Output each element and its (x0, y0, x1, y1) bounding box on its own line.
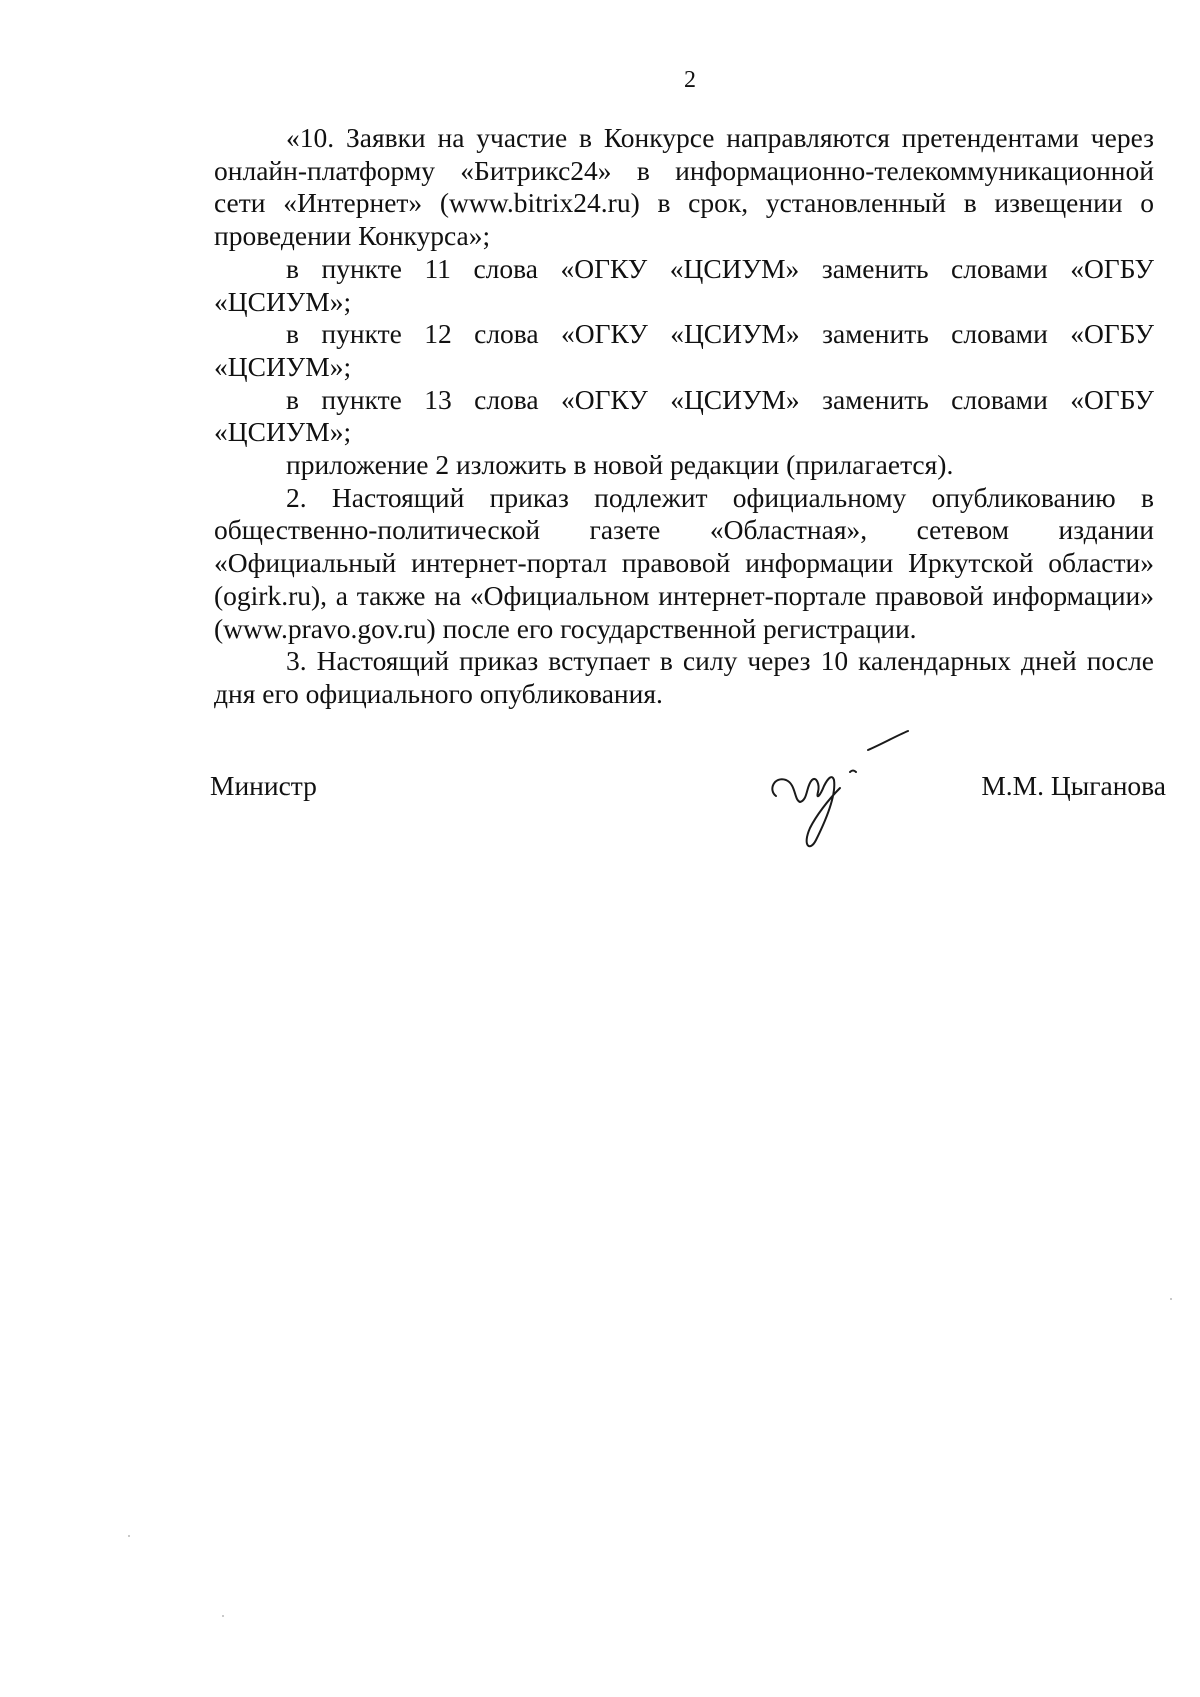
paragraph-point-12: в пункте 12 слова «ОГКУ «ЦСИУМ» заменить словами «ОГБУ «ЦСИУМ»; (214, 318, 1154, 382)
paragraph-point-11: в пункте 11 слова «ОГКУ «ЦСИУМ» заменить словами «ОГБУ «ЦСИУМ»; (214, 252, 1154, 317)
page-number: 2 (684, 67, 696, 93)
paragraph-publication: 2. Настоящий приказ подлежит официальному опубликованию в общественно-политической газете «Областная», сетевом издании «Официальный интернет-портал правовой информации Иркутской области» (ogirk.ru), а также на «Официальном интернет-портале правовой информации» (www.pravo.gov.ru) после его государственной регистрации. (214, 481, 1154, 644)
paragraph-entry-into-force: 3. Настоящий приказ вступает в силу через 10 календарных дней после дня его официального опубликования. (214, 645, 1154, 709)
scan-speck (1170, 1298, 1172, 1300)
handwritten-signature (758, 728, 928, 863)
paragraph-item-10: «10. Заявки на участие в Конкурсе направляются претендентами через онлайн-платформу «Битрикс24» в информационно-телекоммуникационной сети «Интернет» (www.bitrix24.ru) в срок, установленный в извещении о проведении Конкурса»; (214, 122, 1154, 252)
document-body (214, 122, 1154, 711)
scan-speck (222, 1615, 224, 1617)
paragraph-appendix-2: приложение 2 изложить в новой редакции (прилагается). (286, 449, 954, 481)
paragraph-point-13: в пункте 13 слова «ОГКУ «ЦСИУМ» заменить словами «ОГБУ «ЦСИУМ»; (214, 383, 1154, 448)
signatory-name: М.М. Цыганова (981, 770, 1166, 801)
signature-block (210, 770, 1166, 806)
signatory-role: Министр (210, 770, 317, 801)
scan-speck (128, 1535, 130, 1537)
